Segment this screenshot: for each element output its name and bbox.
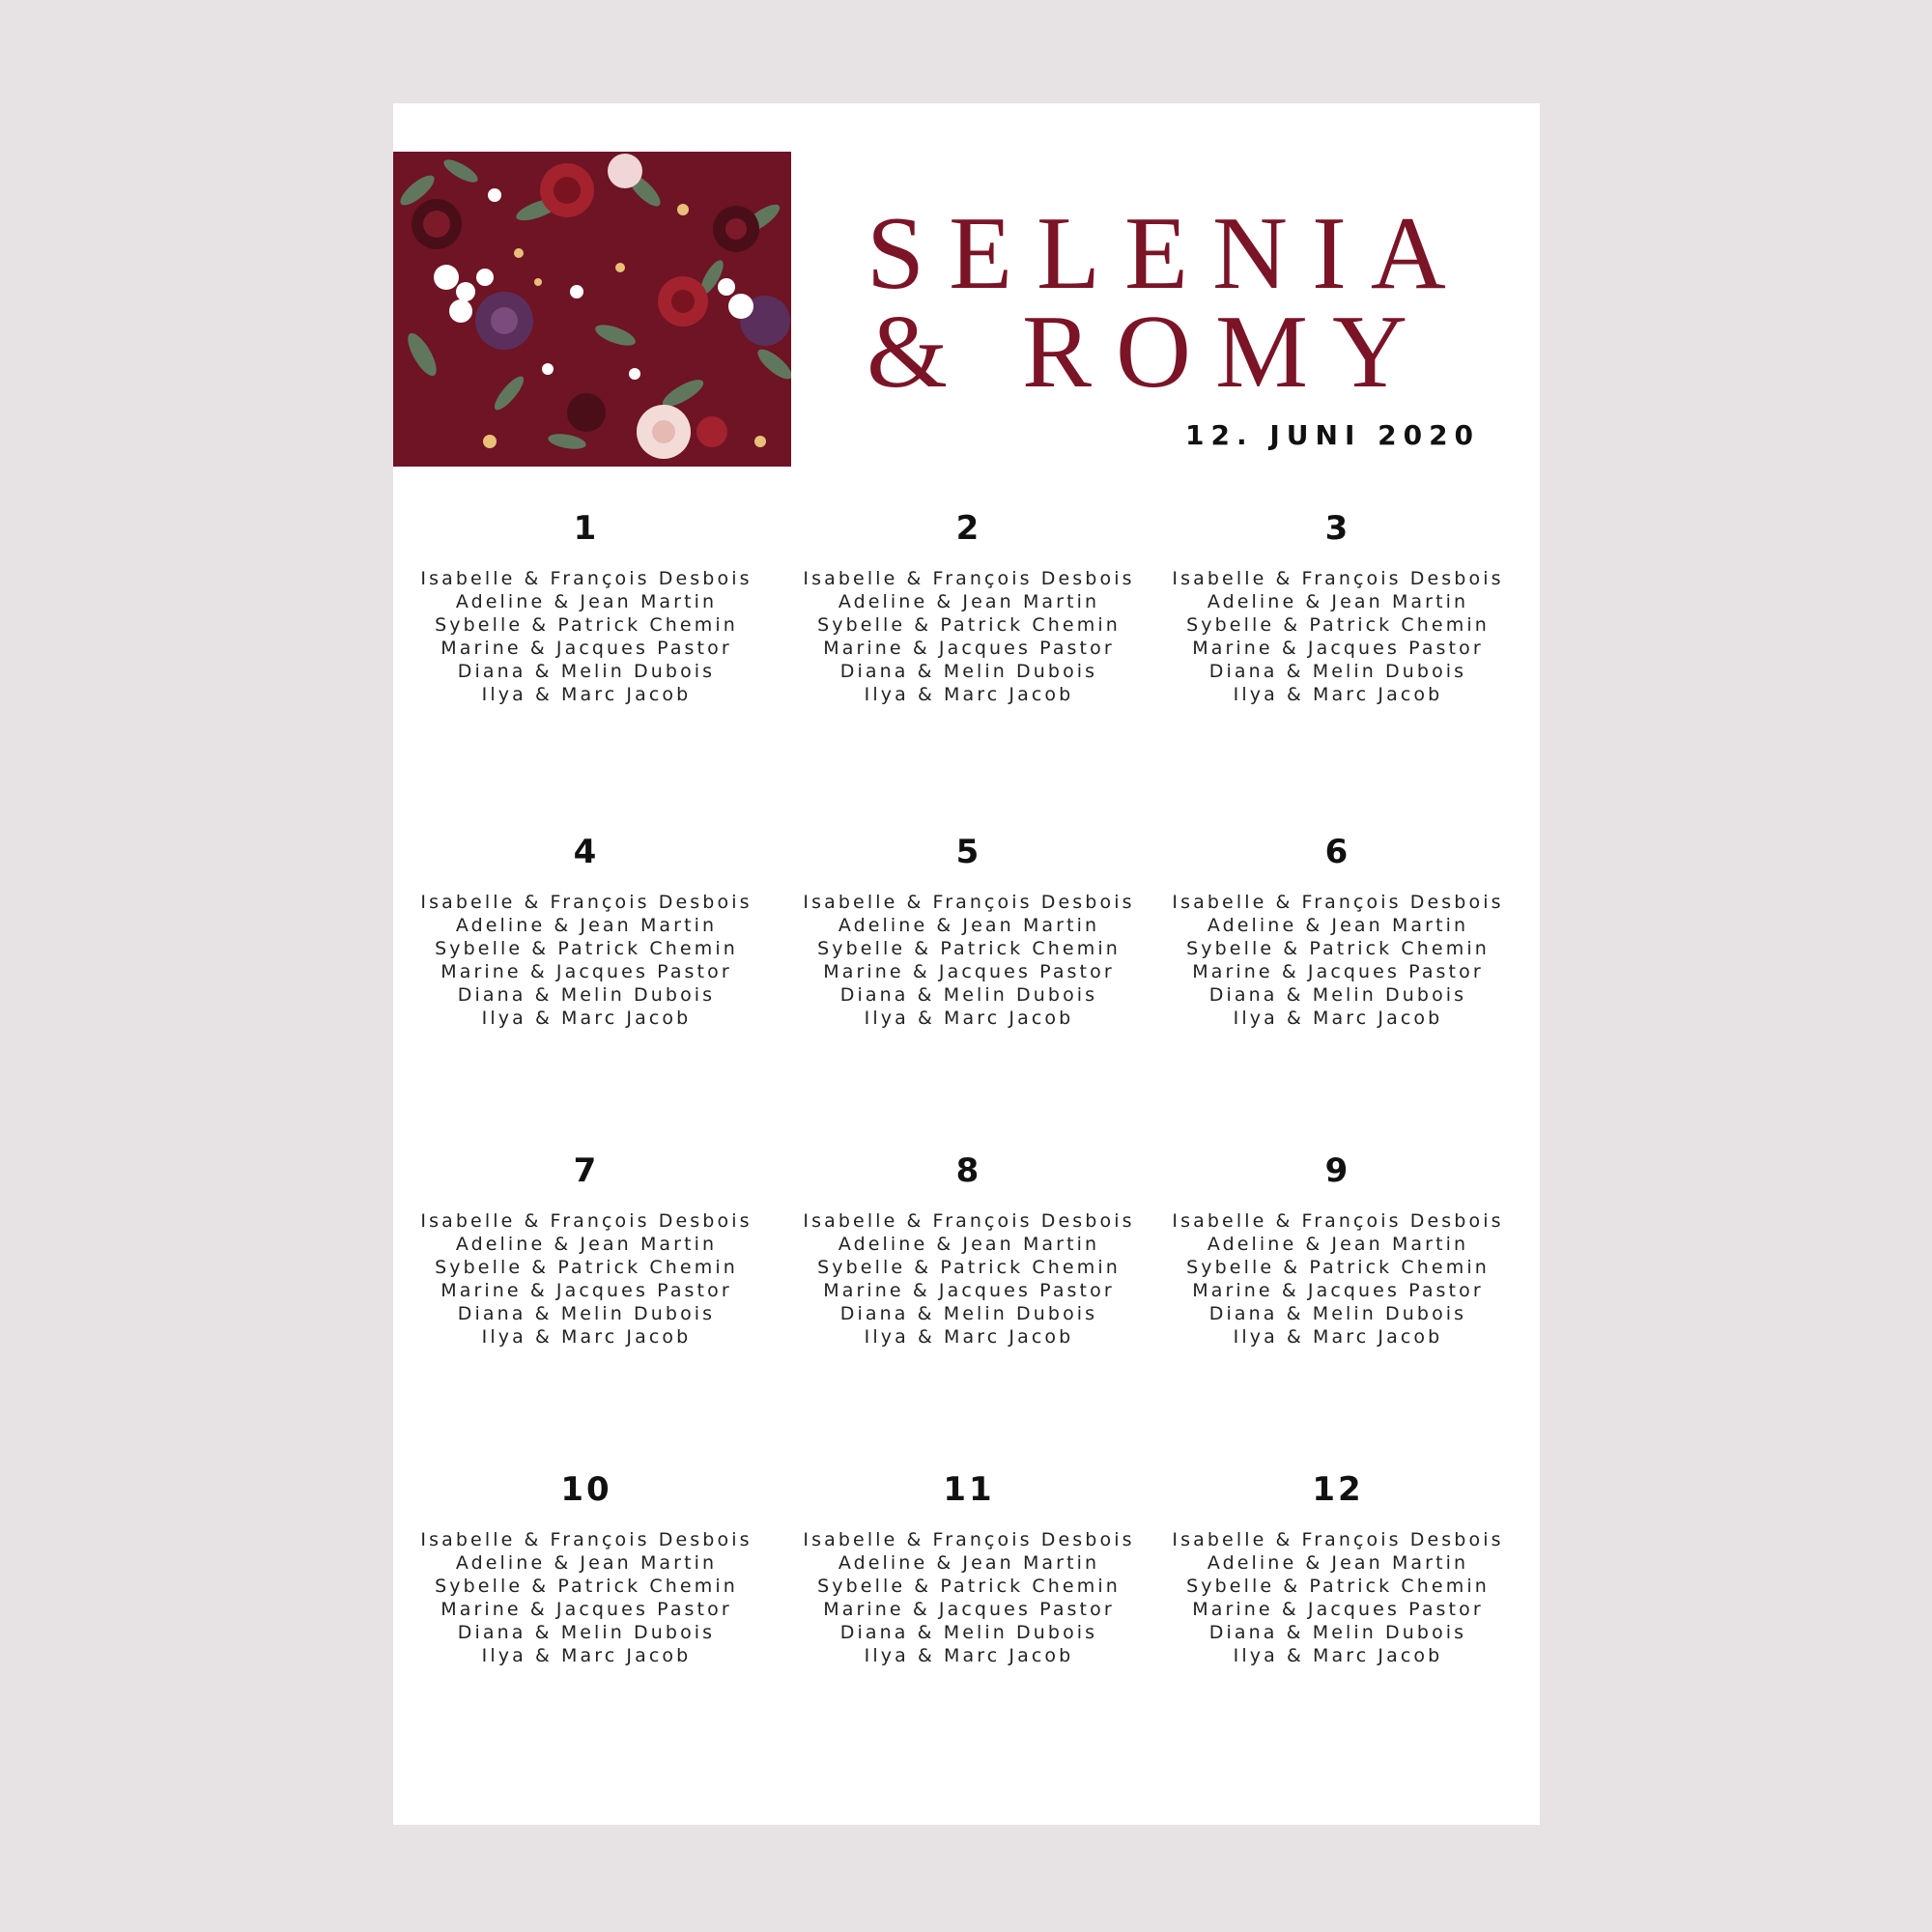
guest-name: Adeline & Jean Martin [1207, 1234, 1469, 1255]
guest-name: Marine & Jacques Pastor [1192, 1280, 1484, 1301]
guest-name: Adeline & Jean Martin [455, 1234, 718, 1255]
table-block [1154, 509, 1521, 706]
guest-name: Isabelle & François Desbois [803, 1529, 1135, 1550]
guest-name: Diana & Melin Dubois [839, 661, 1098, 682]
table-block [785, 1151, 1152, 1349]
guest-name: Ilya & Marc Jacob [1233, 1645, 1443, 1666]
guest-name: Isabelle & François Desbois [420, 1529, 753, 1550]
guest-name: Adeline & Jean Martin [838, 1234, 1100, 1255]
guest-name: Sybelle & Patrick Chemin [1186, 1576, 1490, 1597]
guest-name: Ilya & Marc Jacob [864, 1008, 1074, 1029]
guest-name: Sybelle & Patrick Chemin [817, 938, 1121, 959]
guest-name: Marine & Jacques Pastor [823, 1599, 1115, 1620]
guest-name: Ilya & Marc Jacob [864, 684, 1074, 705]
table-number: 7 [573, 1151, 600, 1190]
table-number: 6 [1324, 833, 1351, 871]
guest-list [785, 891, 1152, 1030]
guest-name: Diana & Melin Dubois [839, 1303, 1098, 1324]
guest-name: Adeline & Jean Martin [455, 1552, 718, 1574]
guest-name: Diana & Melin Dubois [457, 984, 716, 1006]
guest-name: Sybelle & Patrick Chemin [435, 614, 738, 636]
guest-name: Isabelle & François Desbois [1172, 1210, 1504, 1232]
guest-name: Diana & Melin Dubois [457, 661, 716, 682]
table-number: 4 [573, 833, 600, 871]
guest-list [403, 891, 770, 1030]
guest-name: Ilya & Marc Jacob [1233, 1326, 1443, 1348]
couple-name-line-1: SELENIA [867, 196, 1470, 311]
table-number: 12 [1312, 1470, 1364, 1509]
guest-name: Sybelle & Patrick Chemin [1186, 938, 1490, 959]
guest-name: Isabelle & François Desbois [803, 892, 1135, 913]
table-number: 5 [955, 833, 982, 871]
table-block [785, 509, 1152, 706]
guest-name: Adeline & Jean Martin [455, 915, 718, 936]
guest-name: Adeline & Jean Martin [1207, 1552, 1469, 1574]
guest-name: Adeline & Jean Martin [838, 591, 1100, 612]
guest-name: Marine & Jacques Pastor [440, 1599, 732, 1620]
guest-name: Sybelle & Patrick Chemin [817, 1257, 1121, 1278]
guest-name: Diana & Melin Dubois [1208, 1622, 1467, 1643]
guest-name: Diana & Melin Dubois [1208, 1303, 1467, 1324]
table-number: 11 [943, 1470, 995, 1509]
guest-name: Isabelle & François Desbois [1172, 892, 1504, 913]
couple-name-line-2: & ROMY [867, 295, 1433, 410]
guest-name: Isabelle & François Desbois [803, 568, 1135, 589]
guest-name: Diana & Melin Dubois [457, 1303, 716, 1324]
guest-name: Sybelle & Patrick Chemin [817, 1576, 1121, 1597]
guest-name: Marine & Jacques Pastor [1192, 961, 1484, 982]
guest-name: Sybelle & Patrick Chemin [1186, 1257, 1490, 1278]
table-block [785, 833, 1152, 1030]
guest-list [785, 1528, 1152, 1667]
table-block [403, 1151, 770, 1349]
guest-name: Sybelle & Patrick Chemin [435, 938, 738, 959]
guest-name: Isabelle & François Desbois [420, 568, 753, 589]
table-block [403, 833, 770, 1030]
guest-name: Diana & Melin Dubois [839, 984, 1098, 1006]
table-block [1154, 1151, 1521, 1349]
table-number: 1 [573, 509, 600, 548]
guest-name: Isabelle & François Desbois [803, 1210, 1135, 1232]
guest-name: Marine & Jacques Pastor [440, 638, 732, 659]
guest-name: Ilya & Marc Jacob [1233, 1008, 1443, 1029]
table-block [1154, 833, 1521, 1030]
guest-name: Diana & Melin Dubois [457, 1622, 716, 1643]
wedding-date: 12. JUNI 2020 [1185, 419, 1481, 451]
guest-name: Isabelle & François Desbois [420, 1210, 753, 1232]
guest-list [1154, 1528, 1521, 1667]
guest-name: Adeline & Jean Martin [1207, 591, 1469, 612]
guest-name: Sybelle & Patrick Chemin [817, 614, 1121, 636]
table-grid [393, 103, 1540, 1825]
guest-name: Diana & Melin Dubois [1208, 984, 1467, 1006]
table-block [403, 509, 770, 706]
guest-list [403, 567, 770, 706]
guest-list [1154, 1209, 1521, 1349]
guest-name: Ilya & Marc Jacob [864, 1645, 1074, 1666]
guest-list [785, 567, 1152, 706]
table-block [1154, 1470, 1521, 1667]
guest-name: Adeline & Jean Martin [838, 1552, 1100, 1574]
guest-name: Ilya & Marc Jacob [481, 1008, 692, 1029]
guest-name: Marine & Jacques Pastor [440, 1280, 732, 1301]
guest-list [403, 1209, 770, 1349]
guest-name: Adeline & Jean Martin [838, 915, 1100, 936]
guest-name: Marine & Jacques Pastor [823, 638, 1115, 659]
guest-name: Diana & Melin Dubois [1208, 661, 1467, 682]
guest-list [403, 1528, 770, 1667]
guest-name: Adeline & Jean Martin [455, 591, 718, 612]
seating-chart-poster [393, 103, 1540, 1825]
guest-name: Sybelle & Patrick Chemin [1186, 614, 1490, 636]
guest-name: Isabelle & François Desbois [420, 892, 753, 913]
guest-name: Ilya & Marc Jacob [481, 1645, 692, 1666]
table-number: 9 [1324, 1151, 1351, 1190]
guest-name: Marine & Jacques Pastor [440, 961, 732, 982]
guest-name: Ilya & Marc Jacob [481, 684, 692, 705]
guest-name: Diana & Melin Dubois [839, 1622, 1098, 1643]
table-number: 10 [560, 1470, 612, 1509]
guest-name: Ilya & Marc Jacob [864, 1326, 1074, 1348]
guest-name: Adeline & Jean Martin [1207, 915, 1469, 936]
guest-list [1154, 891, 1521, 1030]
guest-name: Ilya & Marc Jacob [1233, 684, 1443, 705]
guest-name: Marine & Jacques Pastor [1192, 1599, 1484, 1620]
guest-name: Isabelle & François Desbois [1172, 1529, 1504, 1550]
table-number: 8 [955, 1151, 982, 1190]
guest-name: Isabelle & François Desbois [1172, 568, 1504, 589]
guest-name: Marine & Jacques Pastor [823, 1280, 1115, 1301]
guest-list [1154, 567, 1521, 706]
guest-name: Ilya & Marc Jacob [481, 1326, 692, 1348]
table-number: 3 [1324, 509, 1351, 548]
table-block [785, 1470, 1152, 1667]
guest-list [785, 1209, 1152, 1349]
table-number: 2 [955, 509, 982, 548]
guest-name: Sybelle & Patrick Chemin [435, 1257, 738, 1278]
guest-name: Marine & Jacques Pastor [1192, 638, 1484, 659]
guest-name: Marine & Jacques Pastor [823, 961, 1115, 982]
table-block [403, 1470, 770, 1667]
guest-name: Sybelle & Patrick Chemin [435, 1576, 738, 1597]
